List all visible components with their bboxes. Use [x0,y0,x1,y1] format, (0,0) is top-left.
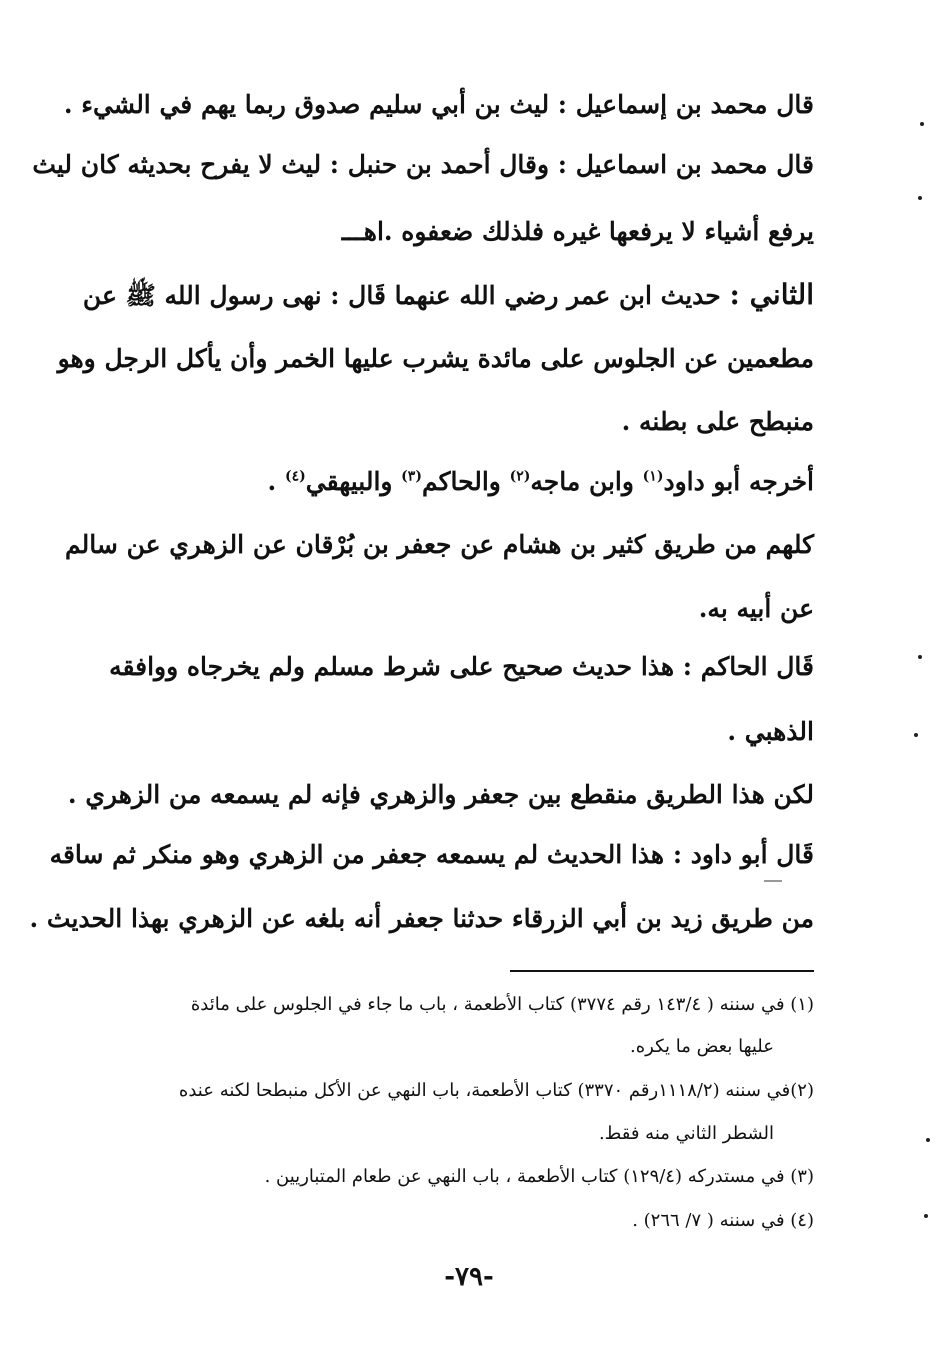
footnote-separator [510,970,814,972]
takhrij-prefix: أخرجه أبو داود [663,467,814,496]
scan-speck [914,733,918,737]
second-hadith-label: الثاني : [729,278,814,311]
footnote-ref-3[interactable]: (٣) [401,468,422,485]
body-line-9: عن أبيه به. [698,594,814,623]
scan-mark [764,880,782,882]
body-line-12: لكن هذا الطريق منقطع بين جعفر والزهري فإنه لم يسمعه من الزهري . [67,780,814,809]
second-hadith-text: حديث ابن عمر رضي الله عنهما قَال : نهى رسول الله ﷺ عن [82,281,721,310]
takhrij-line [104,465,814,499]
scan-speck [926,1138,930,1142]
body-line-13: قَال أبو داود : هذا الحديث لم يسمعه جعفر من الزهري وهو منكر ثم ساقه [49,840,814,869]
body-line-6: منبطح على بطنه . [621,407,814,436]
scan-speck [924,1214,928,1218]
body-line-14: من طريق زيد بن أبي الزرقاء حدثنا جعفر أنه بلغه عن الزهري بهذا الحديث . [29,904,814,933]
scan-speck [918,196,922,200]
footnote-2-continued: الشطر الثاني منه فقط. [598,1123,774,1144]
scan-speck [918,655,922,659]
takhrij-hakim: والحاكم [421,467,510,496]
takhrij-ibn-majah: وابن ماجه [530,467,643,496]
takhrij-end: . [267,467,285,496]
body-line-1: قال محمد بن إسماعيل : ليث بن أبي سليم صدوق ربما يهم في الشيء . [63,90,814,119]
body-line-5: مطعمين عن الجلوس على مائدة يشرب عليها الخمر وأن يأكل الرجل وهو [57,344,814,373]
scan-speck [920,122,924,126]
body-line-10: قَال الحاكم : هذا حديث صحيح على شرط مسلم ولم يخرجاه ووافقه [109,652,814,681]
footnote-ref-4[interactable]: (٤) [284,468,306,485]
footnote-3: (٣) في مستدركه (١٢٩/٤) كتاب الأطعمة ، باب النهي عن طعام المتباريين . [264,1166,814,1187]
footnote-4: (٤) في سننه ( ٧/ ٢٦٦) . [632,1210,814,1231]
body-line-8: كلهم من طريق كثير بن هشام عن جعفر بن بُرْقان عن الزهري عن سالم [65,530,814,559]
page-number: -٧٩- [444,1262,494,1292]
body-line-3: يرفع أشياء لا يرفعها غيره فلذلك ضعفوه .اهـــ [341,217,814,246]
body-line-2: قال محمد بن اسماعيل : وقال أحمد بن حنبل : ليث لا يفرح بحديثه كان ليث [32,150,814,179]
footnote-1-continued: عليها بعض ما يكره. [630,1036,774,1057]
footnote-2: (٢)في سننه (١١١٨/٢رقم ٣٣٧٠) كتاب الأطعمة، باب النهي عن الأكل منبطحا لكنه عنده [178,1080,814,1101]
footnote-ref-1[interactable]: (١) [642,468,664,485]
footnote-ref-2[interactable]: (٢) [509,468,531,485]
takhrij-bayhaqi: والبيهقي [305,467,402,496]
footnote-1: (١) في سننه ( ١٤٣/٤ رقم ٣٧٧٤) كتاب الأطعمة ، باب ما جاء في الجلوس على مائدة [190,994,814,1015]
body-line-11: الذهبي . [727,717,814,746]
body-line-4 [82,278,814,313]
